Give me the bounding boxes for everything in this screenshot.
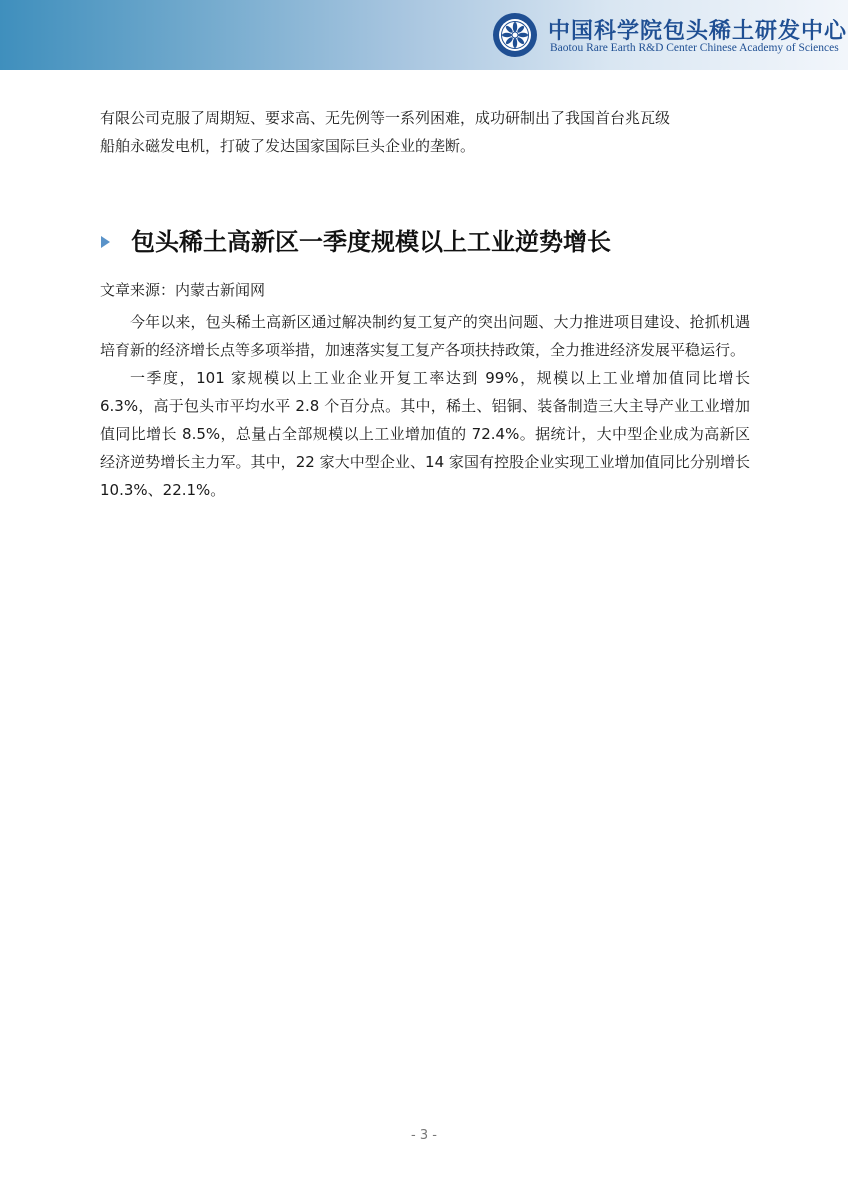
article-title: 包头稀土高新区一季度规模以上工业逆势增长 [131, 228, 611, 256]
intro-line: 船舶永磁发电机，打破了发达国家国际巨头企业的垄断。 [100, 137, 476, 155]
article-source: 文章来源：内蒙古新闻网 [100, 281, 266, 299]
triangle-bullet-icon [101, 236, 110, 248]
article-heading [100, 226, 750, 258]
article-paragraph: 一季度，101 家规模以上工业企业开复工率达到 99%，规模以上工业增加值同比增长 6.3%，高于包头市平均水平 2.8 个百分点。其中，稀土、铝铜、装备制造三大主导产业工业增加值同比增长 8.5%，总量占全部规模以上工业增加值的 72.4%。据统计，大中型企业成为高新区经济逆势增长主力军。其中，22 家大中型企业、14 家国有控股企业实现工业增加值同比分别增长 10.3%、22.1%。 [100, 369, 750, 499]
intro-line: 有限公司克服了周期短、要求高、无先例等一系列困难，成功研制出了我国首台兆瓦级 [100, 109, 671, 127]
cas-seal-icon [492, 12, 538, 58]
page-number: - 3 - [411, 1128, 437, 1143]
header-title-cn: 中国科学院包头稀土研发中心 [548, 18, 848, 44]
article-paragraph: 今年以来，包头稀土高新区通过解决制约复工复产的突出问题、大力推进项目建设、抢抓机遇培育新的经济增长点等多项举措，加速落实复工复产各项扶持政策，全力推进经济发展平稳运行。 [100, 313, 750, 359]
intro-paragraph [100, 104, 750, 160]
page-content [100, 104, 750, 504]
page-header [0, 0, 848, 70]
header-title-en: Baotou Rare Earth R&D Center Chinese Academy of Sciences [550, 42, 839, 54]
